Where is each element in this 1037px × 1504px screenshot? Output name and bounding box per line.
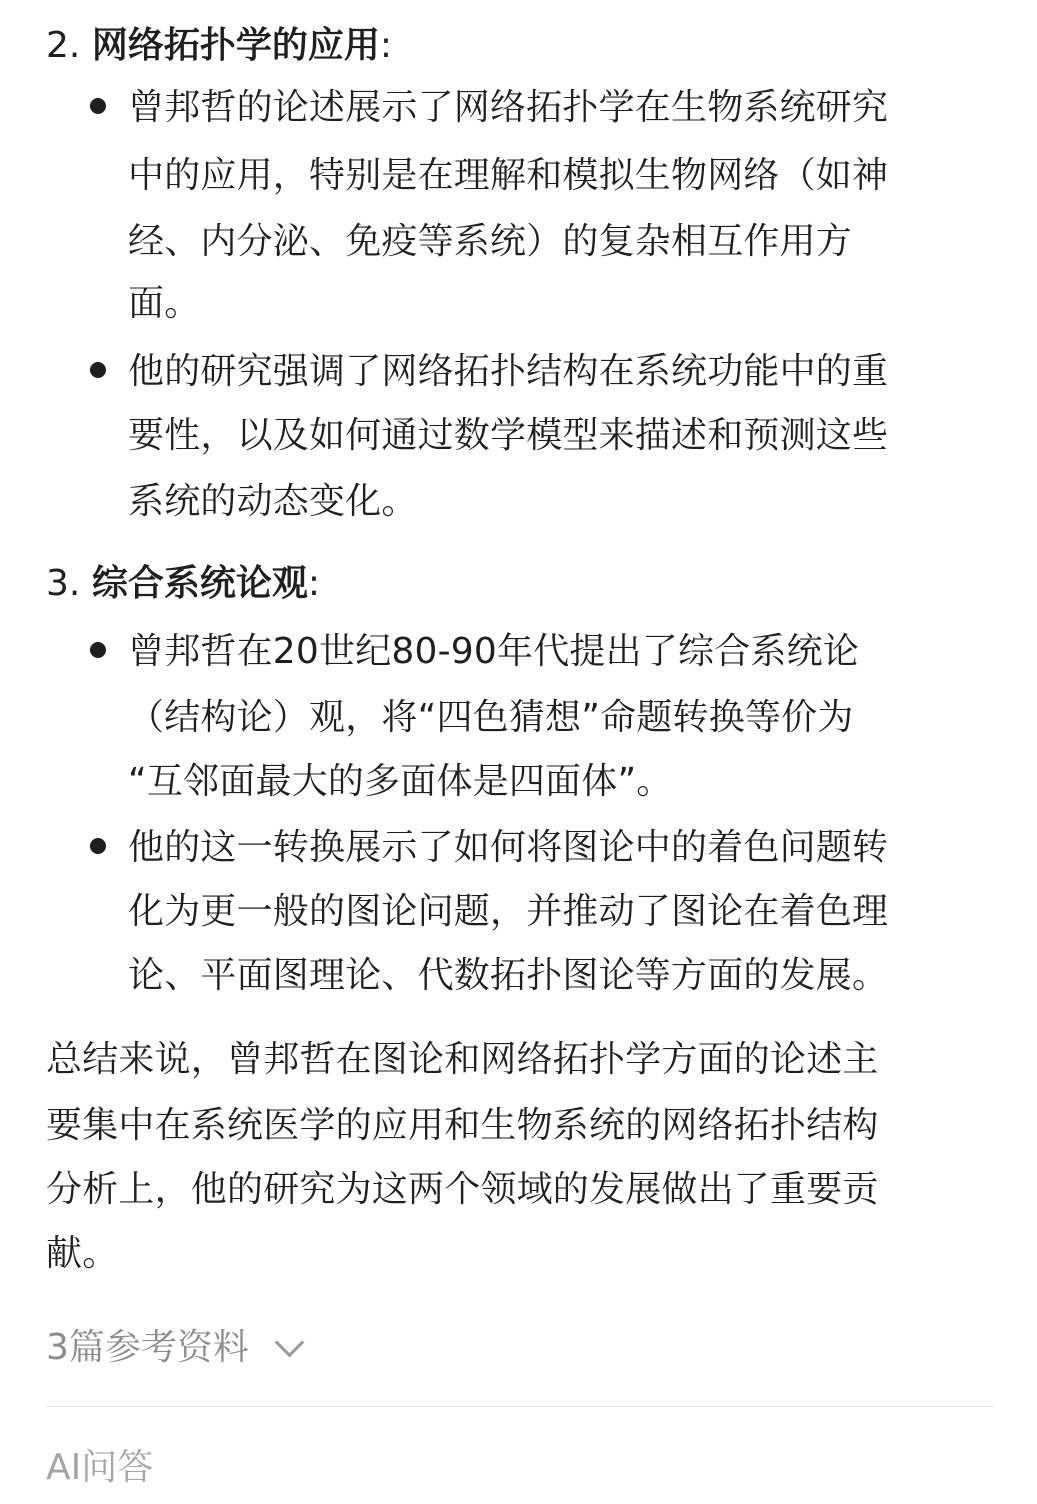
divider <box>46 1406 994 1407</box>
bullet-text-line: “互邻面最大的多面体是四面体”。 <box>128 761 673 802</box>
bullet-text-line: （结构论）观，将“四色猜想”命题转换等价为 <box>128 697 854 738</box>
bullet-text-line: 他的这一转换展示了如何将图论中的着色问题转 <box>128 827 889 868</box>
section-number: 3. <box>46 563 81 604</box>
summary-text-line: 要集中在系统医学的应用和生物系统的网络拓扑结构 <box>46 1105 879 1146</box>
bullet-dot <box>90 362 106 378</box>
summary-text-line: 总结来说，曾邦哲在图论和网络拓扑学方面的论述主 <box>46 1039 879 1080</box>
references-label: 3篇参考资料 <box>46 1327 249 1368</box>
summary-text-line: 献。 <box>46 1233 119 1274</box>
bullet-dot <box>90 642 106 658</box>
section-title: 综合系统论观 <box>91 563 308 604</box>
section-heading-network-topology <box>46 14 392 78</box>
bullet-dot <box>90 98 106 114</box>
bullet-text-line: 面。 <box>128 283 201 324</box>
bullet-text-line: 他的研究强调了网络拓扑结构在系统功能中的重 <box>128 351 889 392</box>
bullet-text-line: 系统的动态变化。 <box>128 481 418 522</box>
summary-text-line: 分析上，他的研究为这两个领域的发展做出了重要贡 <box>46 1169 879 1210</box>
bullet-text-line: 经、内分泌、免疫等系统）的复杂相互作用方 <box>128 221 853 262</box>
bullet-text-line: 论、平面图理论、代数拓扑图论等方面的发展。 <box>128 955 889 996</box>
section-heading-integrated-systems <box>46 552 320 616</box>
bullet-text-line: 化为更一般的图论问题，并推动了图论在着色理 <box>128 891 889 932</box>
section-colon: : <box>307 563 320 604</box>
bullet-text-line: 曾邦哲在20世纪80-90年代提出了综合系统论 <box>128 631 860 672</box>
references-toggle[interactable] <box>46 1318 300 1378</box>
ai-qa-link[interactable]: AI问答 <box>46 1447 154 1488</box>
section-number: 2. <box>46 25 81 66</box>
section-title: 网络拓扑学的应用 <box>91 25 380 66</box>
chevron-down-icon <box>275 1327 305 1357</box>
bullet-text-line: 曾邦哲的论述展示了网络拓扑学在生物系统研究 <box>128 87 889 128</box>
bullet-text-line: 中的应用，特别是在理解和模拟生物网络（如神 <box>128 155 889 196</box>
bullet-dot <box>90 838 106 854</box>
bullet-text-line: 要性，以及如何通过数学模型来描述和预测这些 <box>128 415 889 456</box>
section-colon: : <box>379 25 392 66</box>
